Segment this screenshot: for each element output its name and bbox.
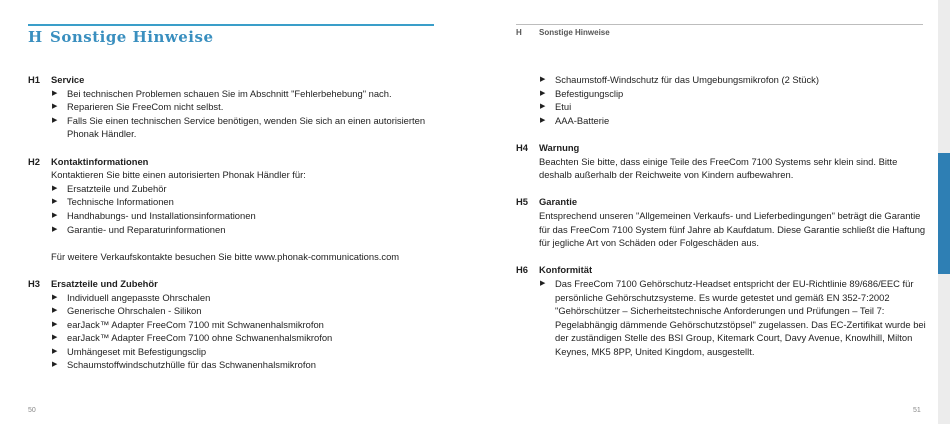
section-h1 (28, 73, 428, 141)
section-h2 (28, 155, 428, 264)
chapter-letter: H (28, 28, 43, 46)
thumb-index-marker (938, 153, 950, 274)
section-text: Beachten Sie bitte, dass einige Teile des FreeCom 7100 Systems sehr klein sind. Bitte deshalb außerhalb der Reichweite von Kindern aufbewahren. (539, 155, 898, 181)
right-page (480, 0, 950, 424)
left-content (28, 73, 428, 372)
bullet-icon: ▶ (52, 293, 58, 301)
left-page (0, 0, 470, 424)
section-number: H1 (28, 74, 40, 85)
bullet-icon: ▶ (52, 198, 58, 206)
bullet-icon: ▶ (540, 89, 546, 97)
bullet-list (516, 277, 926, 359)
list-item: ▶ Umhängeset mit Befestigungsclip (52, 345, 207, 357)
page-number: 50 (28, 407, 36, 414)
section-after-text: Für weitere Verkaufskontakte besuchen Sie bitte www.phonak-communications.com (51, 250, 400, 262)
bullet-icon: ▶ (52, 211, 58, 219)
section-text: Entsprechend unseren "Allgemeinen Verkaufs- und Lieferbedingungen" beträgt die Garantie für das FreeCom 7100 System fünf Jahre ab Kaufdatum. Diese Garantie schließt die Haftung für jegliche Art von Schäden oder Folgeschäden aus. (539, 209, 926, 249)
section-number: H3 (28, 277, 40, 289)
bullet-list (28, 182, 428, 236)
bullet-icon: ▶ (540, 279, 546, 287)
list-item: ▶ Garantie- und Reparaturinformationen (52, 223, 226, 235)
section-title: Konformität (539, 264, 593, 276)
section-title: Garantie (539, 196, 578, 208)
list-item: ▶ Individuell angepasste Ohrschalen (52, 291, 211, 303)
list-item: ▶ Technische Informationen (52, 196, 174, 208)
list-item: ▶ Ersatzteile und Zubehör (52, 182, 167, 194)
bullet-icon: ▶ (52, 307, 58, 315)
list-item: ▶ Das FreeCom 7100 Gehörschutz-Headset entspricht der EU-Richtlinie 89/686/EEC für persönliche Gehörschutzsysteme. Es wurde getestet und gemäß EN 352-7:2002 "Gehörschützer – Sicherheitstechnische Anforderungen und Prüfungen – Teil 7: Pegelabhängig dämmende Gehörschutzstöpsel" zugelassen. Das EC-Zertifikat wurde bei der zuständigen Stelle des BSI Group, Kitemark Court, Davy Avenue, Knowlhill, Milton Keynes, MK5 8PP, United Kingdom, ausgestellt. (540, 277, 926, 357)
section-h5 (516, 195, 926, 249)
section-h6 (516, 263, 926, 358)
list-item: ▶ Handhabungs- und Installationsinformationen (52, 209, 256, 221)
header-rule (28, 24, 434, 26)
chapter-title: Sonstige Hinweise (50, 28, 214, 46)
header-rule (516, 24, 923, 25)
list-item: ▶ Generische Ohrschalen - Silikon (52, 305, 202, 317)
bullet-icon: ▶ (52, 334, 58, 342)
list-item: ▶ Befestigungsclip (540, 87, 624, 99)
section-title: Kontaktinformationen (51, 155, 149, 167)
bullet-list (28, 291, 428, 373)
section-title: Ersatzteile und Zubehör (51, 277, 158, 289)
bullet-icon: ▶ (52, 103, 58, 111)
list-item: ▶ earJack™ Adapter FreeCom 7100 ohne Schwanenhalsmikrofon (52, 332, 333, 344)
bullet-icon: ▶ (52, 225, 58, 233)
bullet-icon: ▶ (52, 89, 58, 97)
bullet-list (28, 87, 428, 141)
section-h3 (28, 277, 428, 372)
header-letter: H (516, 28, 522, 37)
section-number: H5 (516, 196, 528, 208)
page-number: 51 (913, 407, 921, 414)
continued-bullet-list (516, 73, 926, 127)
list-item: ▶ Etui (540, 101, 572, 113)
list-item: ▶ Falls Sie einen technischen Service benötigen, wenden Sie sich an einen autorisierten Phonak Händler. (52, 114, 426, 140)
section-text: Kontaktieren Sie bitte einen autorisierten Phonak Händler für: (51, 169, 306, 181)
bullet-icon: ▶ (540, 103, 546, 111)
bullet-icon: ▶ (52, 320, 58, 328)
section-number: H4 (516, 141, 528, 153)
bullet-icon: ▶ (52, 184, 58, 192)
list-item: ▶ Schaumstoffwindschutzhülle für das Schwanenhalsmikrofon (52, 359, 316, 371)
section-title: Service (51, 74, 85, 85)
list-item: ▶ earJack™ Adapter FreeCom 7100 mit Schwanenhalsmikrofon (52, 318, 324, 330)
list-item: ▶ Reparieren Sie FreeCom nicht selbst. (52, 101, 224, 113)
list-item: ▶ Bei technischen Problemen schauen Sie im Abschnitt "Fehlerbehebung" nach. (52, 87, 392, 99)
section-h4 (516, 141, 926, 182)
bullet-icon: ▶ (540, 76, 546, 83)
bullet-icon: ▶ (52, 347, 58, 355)
section-number: H2 (28, 155, 40, 167)
right-content (516, 73, 926, 358)
section-number: H6 (516, 264, 528, 276)
section-title: Warnung (539, 141, 580, 153)
bullet-icon: ▶ (540, 116, 546, 124)
header-title: Sonstige Hinweise (539, 28, 610, 37)
bullet-icon: ▶ (52, 116, 58, 124)
bullet-icon: ▶ (52, 361, 58, 369)
list-item: ▶ AAA-Batterie (540, 114, 610, 126)
list-item: ▶ Schaumstoff-Windschutz für das Umgebungsmikrofon (2 Stück) (540, 74, 819, 85)
